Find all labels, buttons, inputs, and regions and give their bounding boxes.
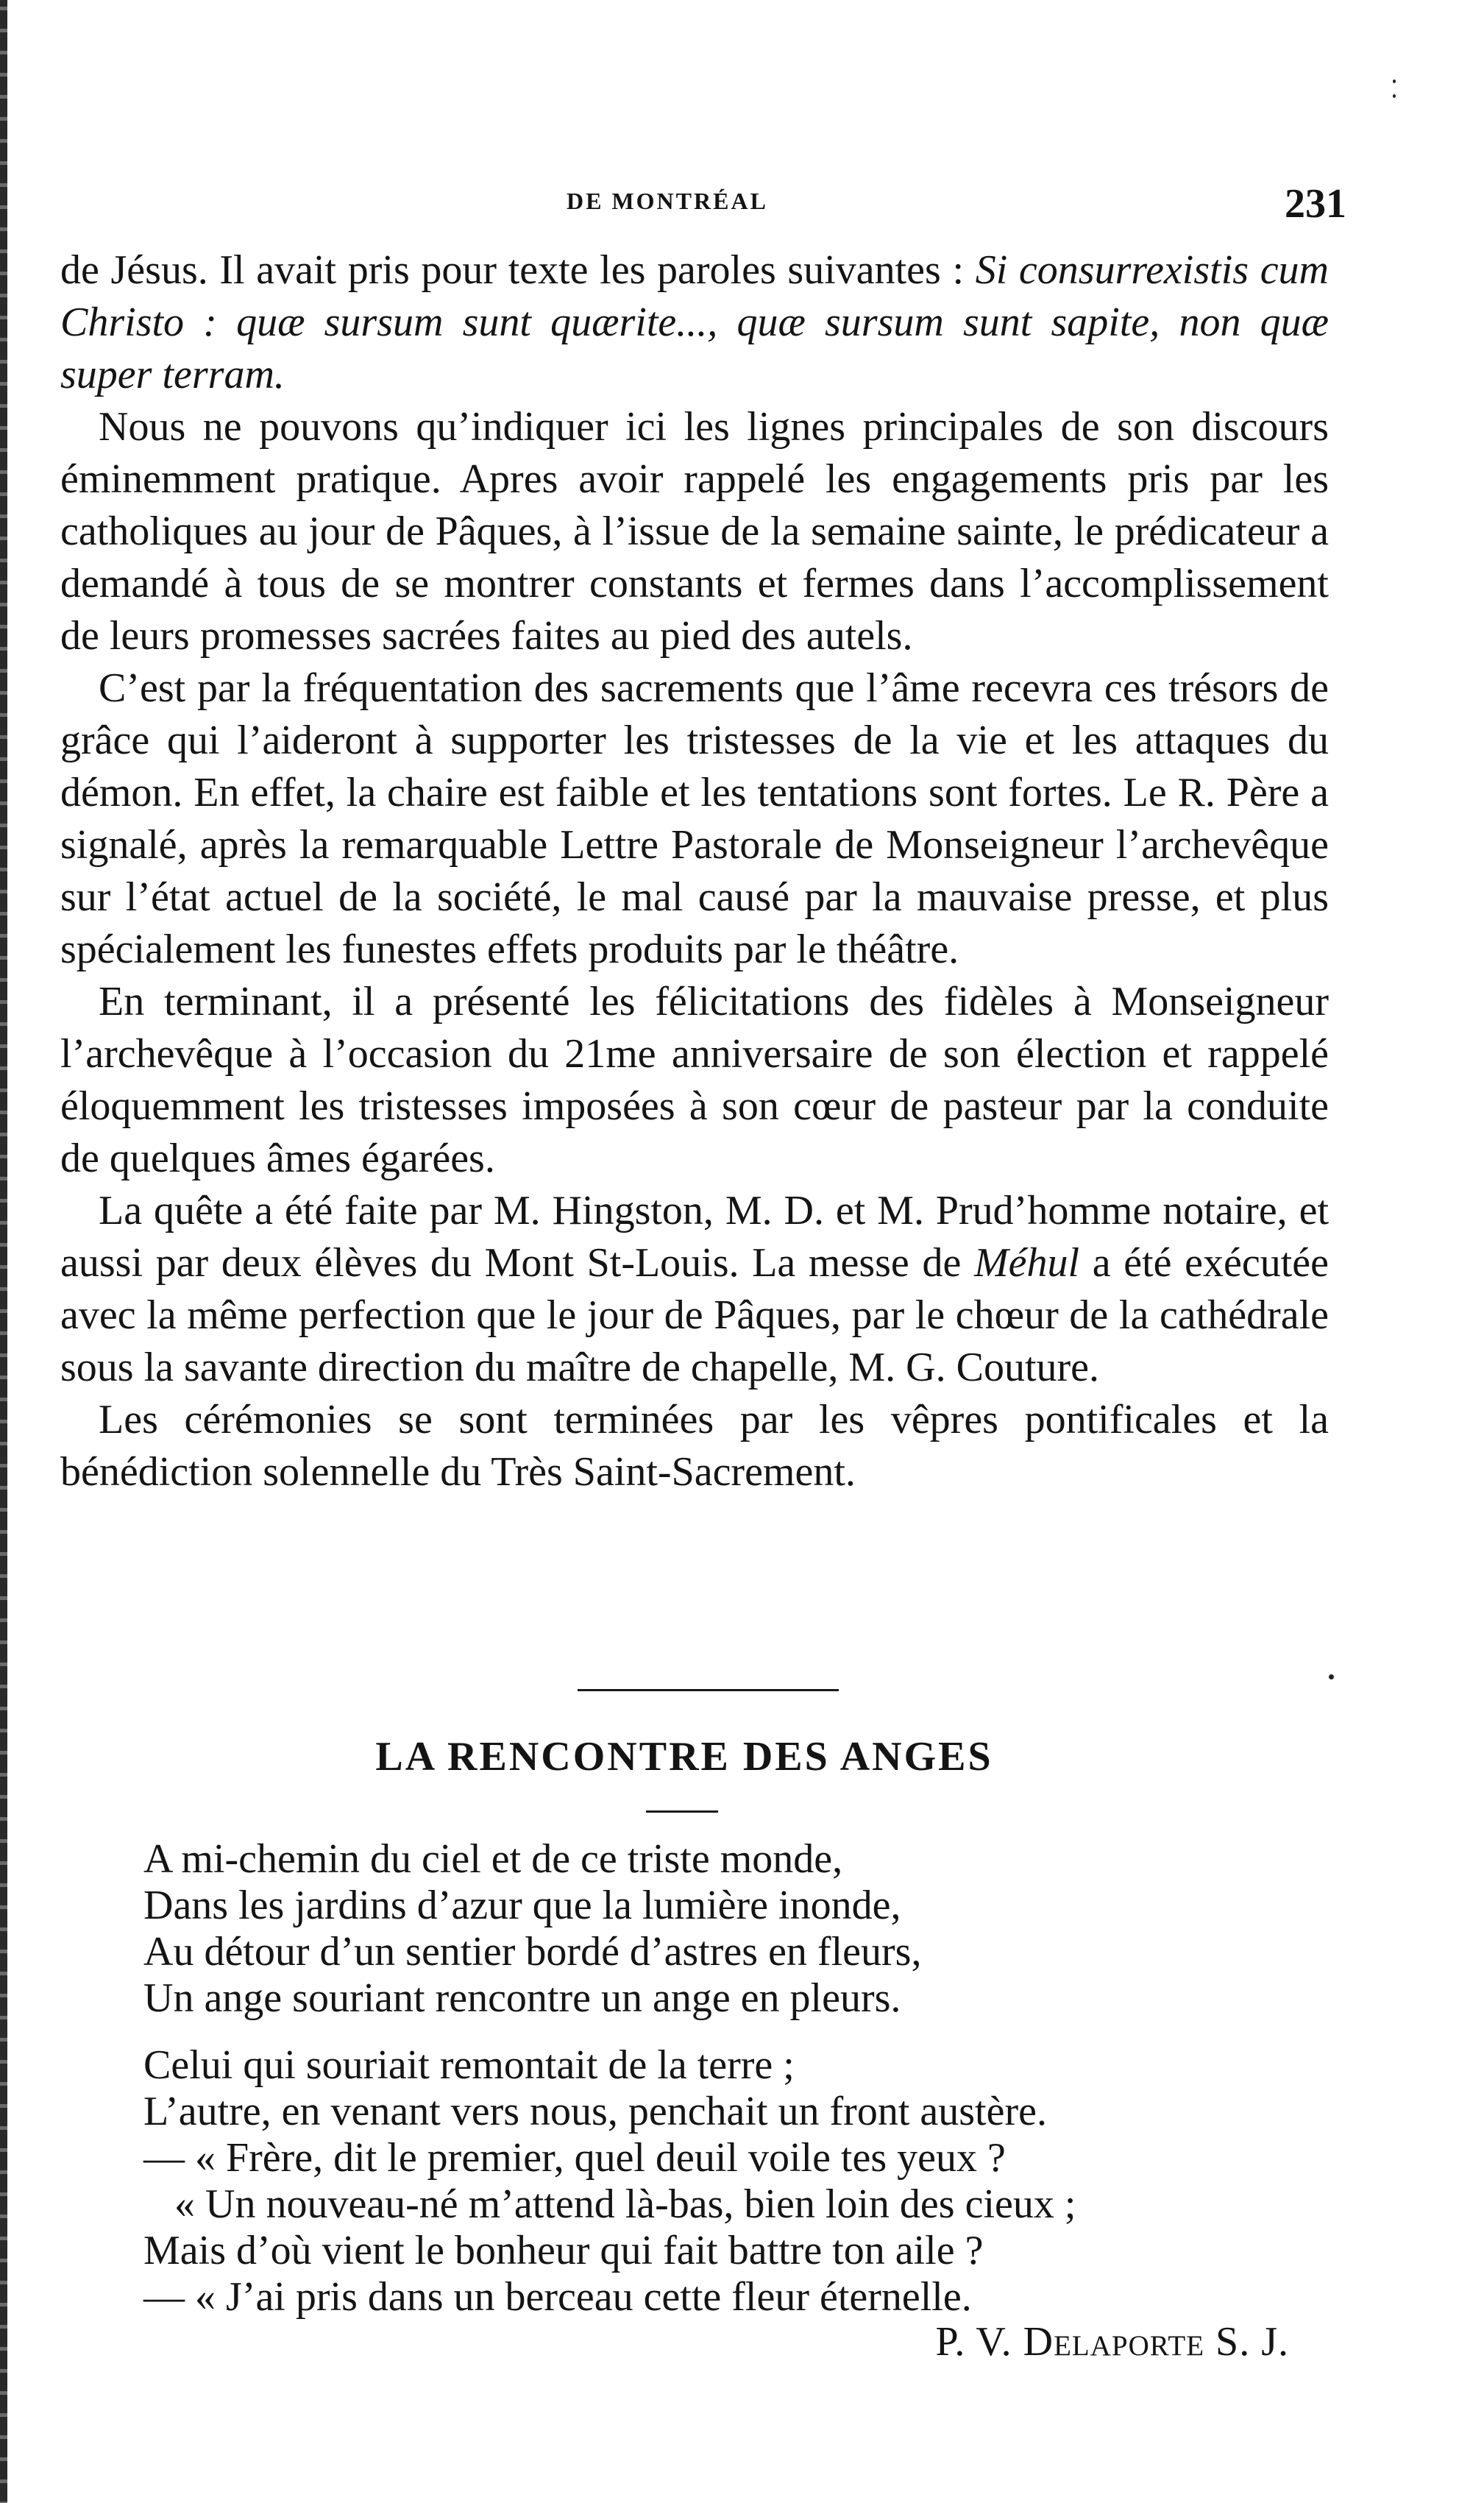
poem-verse: Mais d’où vient le bonheur qui fait battre ton aile ? (143, 2228, 984, 2273)
page-number: 231 (1285, 181, 1346, 227)
paragraph (60, 1185, 1329, 1394)
paragraph (60, 401, 1329, 662)
running-title: DE MONTRÉAL (567, 188, 768, 214)
poem-verse: Au détour d’un sentier bordé d’astres en fleurs, (143, 1929, 922, 1975)
paragraph-text: Les cérémonies se sont terminées par les vêpres pontificales et la bénédiction solennelle du Très Saint-Sacrement. (60, 1397, 1329, 1495)
poem-verse: — « J’ai pris dans un berceau cette fleur éternelle. (143, 2274, 972, 2320)
poem-verse: — « Frère, dit le premier, quel deuil voile tes yeux ? (143, 2135, 1006, 2181)
scan-speck (1393, 79, 1396, 83)
paragraph-text: de Jésus. Il avait pris pour texte les paroles suivantes : (60, 247, 976, 293)
poem-signature: P. V. Delaporte S. J. (935, 2319, 1289, 2365)
paragraph (60, 662, 1329, 976)
paragraph-text: a été exécutée avec la même perfection que le jour de Pâques, par le chœur de la cathédrale sous la savante direction du maître de chapelle, M. G. Couture. (60, 1240, 1329, 1390)
article-body (60, 244, 1329, 1498)
paragraph-text: La quête a été faite par M. Hingston, M. D. et M. Prud’homme notaire, et aussi par deux élèves du Mont St-Louis. La messe de (60, 1188, 1329, 1286)
paragraph-text: Nous ne pouvons qu’indiquer ici les lignes principales de son discours éminemment pratique. Apres avoir rappelé les engagements pris par les catholiques au jour de Pâques, à l’issue de la semaine sainte, le prédicateur a demandé à tous de se montrer constants et fermes dans l’accomplissement de leurs promesses sacrées faites au pied des autels. (60, 404, 1329, 659)
title-underline (646, 1810, 718, 1813)
paragraph (60, 1394, 1329, 1498)
poem-verse: « Un nouveau-né m’attend là-bas, bien loin des cieux ; (143, 2181, 1076, 2227)
poem-verse: L’autre, en venant vers nous, penchait un front austère. (143, 2089, 1047, 2134)
poem-title: LA RENCONTRE DES ANGES (375, 1734, 993, 1780)
paragraph (60, 976, 1329, 1185)
poem-verse: Un ange souriant rencontre un ange en pleurs. (143, 1975, 901, 2021)
poem-stanza (143, 2042, 1335, 2320)
poem-stanza (143, 1836, 1335, 2022)
scan-speck (1329, 1674, 1334, 1679)
poem-verse: Celui qui souriait remontait de la terre ; (143, 2042, 795, 2088)
page-edge-scan-artifact (0, 0, 7, 2503)
running-head (0, 180, 1484, 227)
poem-body (143, 1836, 1335, 2341)
poem-verse: Dans les jardins d’azur que la lumière inonde, (143, 1883, 901, 1928)
italic-text: Méhul (973, 1240, 1080, 1286)
poem-verse: A mi-chemin du ciel et de ce triste monde, (143, 1836, 843, 1882)
section-divider (578, 1689, 839, 1691)
paragraph-text: C’est par la fréquentation des sacrements que l’âme recevra ces trésors de grâce qui l’aideront à supporter les tristesses de la vie et les attaques du démon. En effet, la chaire est faible et les tentations sont fortes. Le R. Père a signalé, après la remarquable Lettre Pastorale de Monseigneur l’archevêque sur l’état actuel de la société, le mal causé par la mauvaise presse, et plus spécialement les funestes effets produits par le théâtre. (60, 665, 1329, 972)
scan-speck (1393, 94, 1396, 98)
paragraph-text: En terminant, il a présenté les félicitations des fidèles à Monseigneur l’archevêque à l’occasion du 21me anniversaire de son élection et rappelé éloquemment les tristesses imposées à son cœur de pasteur par la conduite de quelques âmes égarées. (60, 979, 1329, 1181)
paragraph (60, 244, 1329, 401)
italic-text: Si consurrexistis cum Christo : quæ sursum sunt quærite..., quæ sursum sunt sapite, non quæ super terram. (60, 247, 1329, 397)
